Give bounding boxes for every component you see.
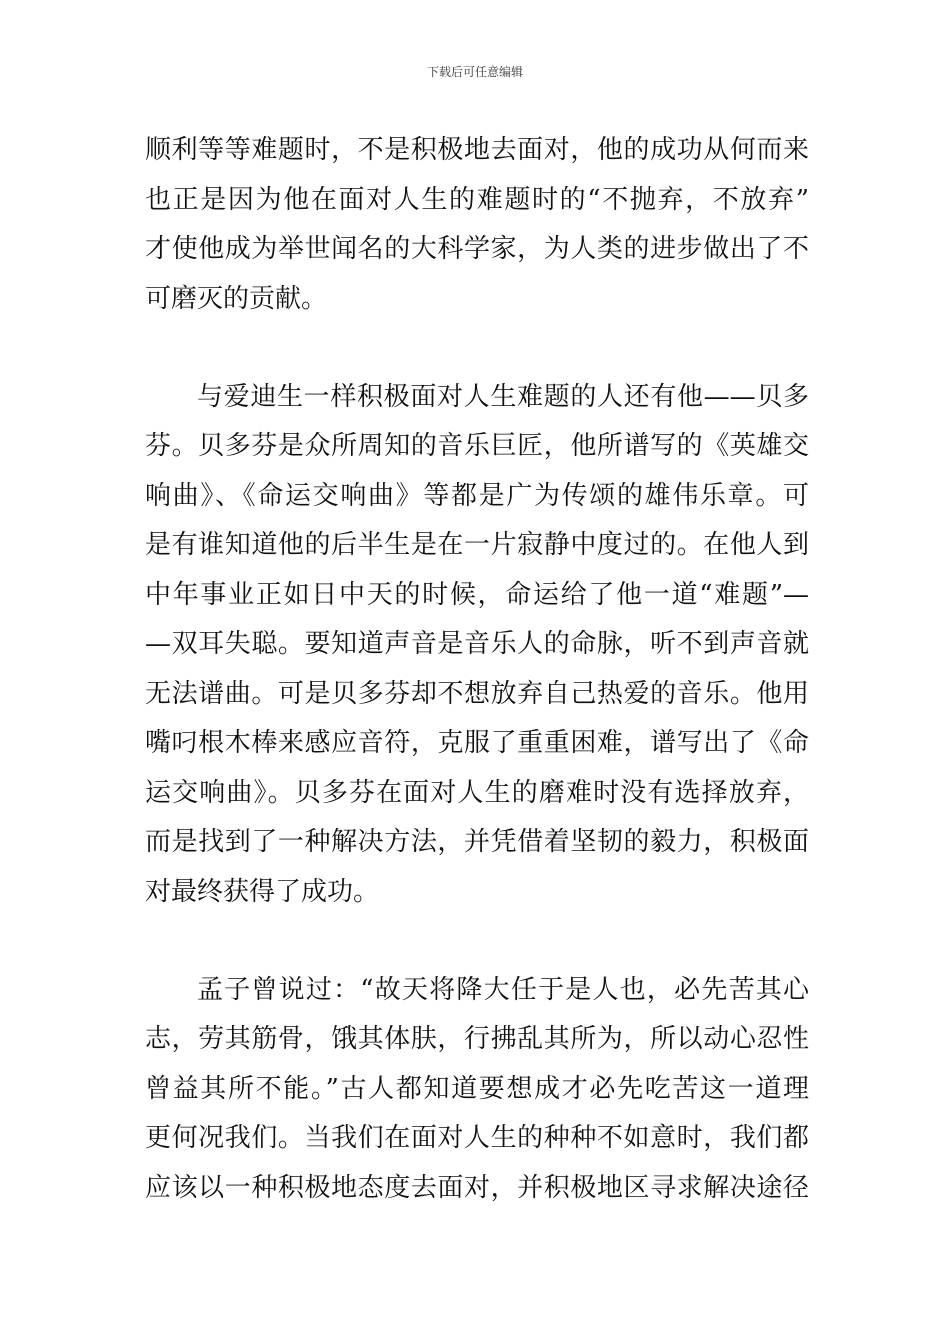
text-line: 也正是因为他在面对人生的难题时的“不抛弃，不放弃” — [145, 184, 809, 215]
text-line: 是有谁知道他的后半生是在一片寂静中度过的。在他人到 — [145, 530, 809, 560]
text-line: 而是找到了一种解决方法，并凭借着坚韧的毅力，积极面 — [145, 827, 809, 857]
text-line: 才使他成为举世闻名的大科学家，为人类的进步做出了不 — [145, 234, 809, 264]
paragraph-spacer — [145, 324, 809, 373]
text-line: 曾益其所不能。”古人都知道要想成才必先吃苦这一道理 — [145, 1073, 809, 1104]
text-line: 对最终获得了成功。 — [145, 876, 380, 907]
text-line: 中年事业正如日中天的时候，命运给了他一道“难题”— — [145, 579, 809, 610]
text-line: 嘴叼根木棒来感应音符，克服了重重困难，谱写出了《命 — [145, 728, 809, 758]
text-line: 芬。贝多芬是众所周知的音乐巨匠，他所谱写的《英雄交 — [145, 431, 809, 461]
text-line: 应该以一种积极地态度去面对，并积极地区寻求解决途径 — [145, 1172, 809, 1203]
paragraph-spacer — [145, 917, 809, 966]
text-line: 响曲》、《命运交响曲》等都是广为传颂的雄伟乐章。可 — [145, 480, 809, 511]
body-text — [145, 126, 809, 1213]
paragraph-1 — [145, 126, 809, 324]
page-header: 下载后可任意编辑 — [426, 65, 523, 79]
text-line: 志，劳其筋骨，饿其体肤，行拂乱其所为，所以动心忍性 — [145, 1024, 809, 1054]
paragraph-3 — [145, 966, 809, 1214]
text-line: 可磨灭的贡献。 — [145, 283, 328, 314]
text-line: 无法谱曲。可是贝多芬却不想放弃自己热爱的音乐。他用 — [145, 678, 809, 709]
text-line: —双耳失聪。要知道声音是音乐人的命脉，听不到声音就 — [145, 629, 809, 659]
text-line: 孟子曾说过：“故天将降大任于是人也，必先苦其心 — [197, 974, 809, 1005]
text-line: 更何况我们。当我们在面对人生的种种不如意时，我们都 — [145, 1123, 809, 1153]
text-line: 与爱迪生一样积极面对人生难题的人还有他——贝多 — [197, 381, 809, 412]
text-line: 顺利等等难题时，不是积极地去面对，他的成功从何而来 — [145, 135, 809, 165]
text-line: 运交响曲》。贝多芬在面对人生的磨难时没有选择放弃， — [145, 777, 809, 808]
paragraph-2 — [145, 373, 809, 918]
